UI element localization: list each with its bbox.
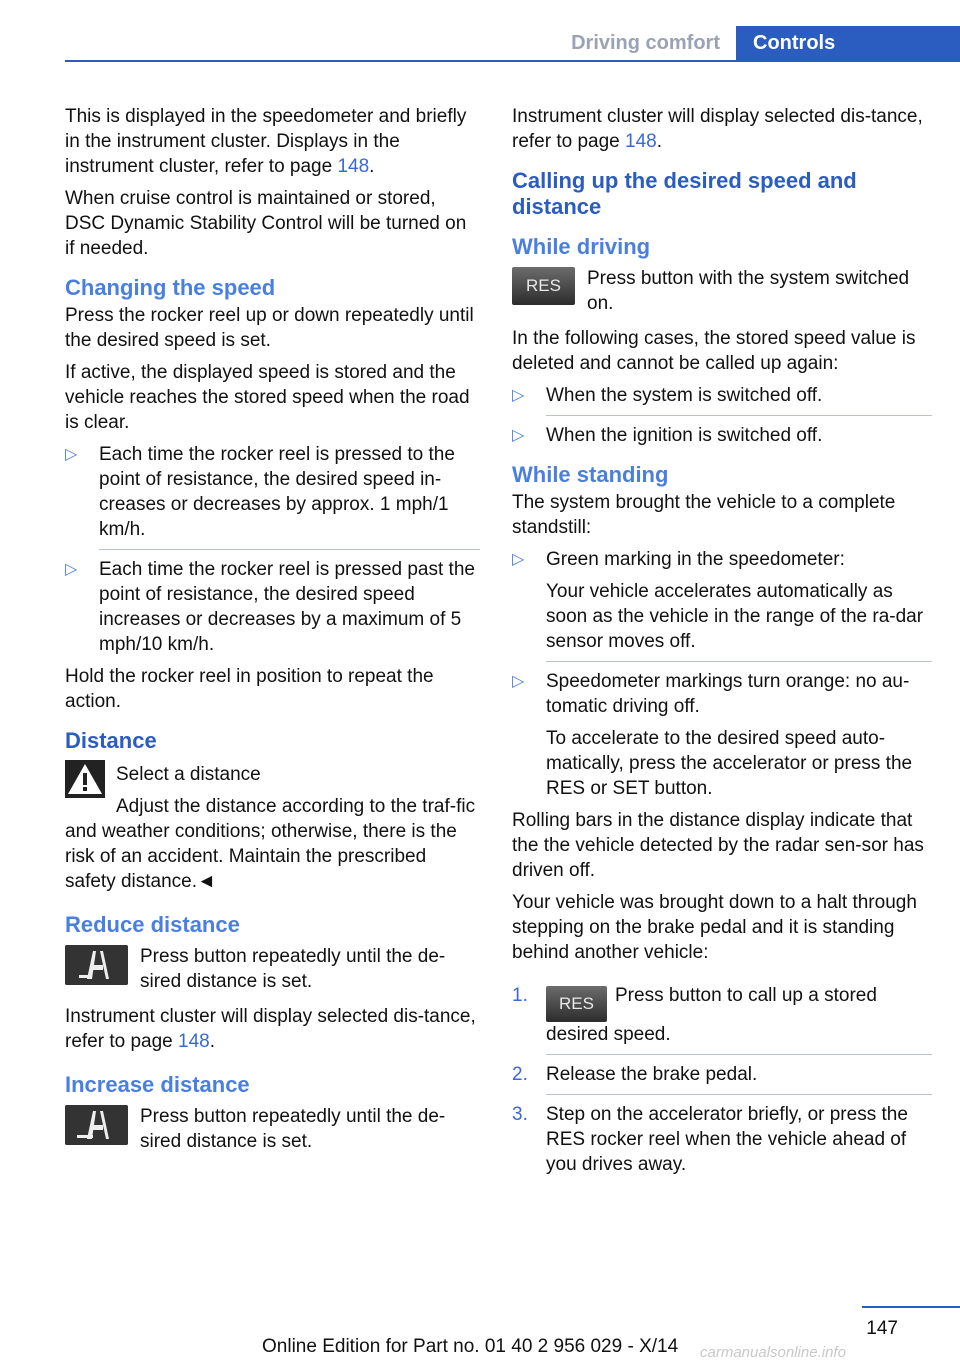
page-link[interactable]: 148 bbox=[625, 131, 657, 152]
header-section-label: Driving comfort bbox=[571, 32, 720, 54]
list-item: ▷ Green marking in the speedometer: Your vehicle accelerates automatically as soon as the vehicle in the range of the ra-dar sensor moves off. bbox=[512, 549, 924, 652]
page-link[interactable]: 148 bbox=[337, 156, 370, 177]
divider bbox=[546, 1094, 932, 1095]
left-column bbox=[65, 104, 480, 1164]
edition-footer: Online Edition for Part no. 01 40 2 956 029 - X/14 bbox=[262, 1336, 679, 1357]
heading-changing-speed: Changing the speed bbox=[65, 275, 276, 300]
distance-reduce-button-icon bbox=[65, 945, 128, 985]
step-item: 3. Step on the accelerator briefly, or press the RES rocker reel when the vehicle ahead of you drives away. bbox=[512, 1104, 908, 1175]
right-column bbox=[512, 104, 932, 1184]
paragraph: Instrument cluster will display selected dis-tance, refer to page 148. bbox=[65, 1006, 476, 1052]
paragraph: Your vehicle was brought down to a halt through stepping on the brake pedal and it is standing behind another vehicle: bbox=[512, 892, 917, 963]
paragraph: Rolling bars in the distance display indicate that the the vehicle detected by the radar sen-sor has driven off. bbox=[512, 810, 924, 881]
heading-while-standing: While standing bbox=[512, 462, 669, 487]
warning-triangle-icon bbox=[65, 760, 105, 798]
triangle-bullet-icon: ▷ bbox=[512, 427, 525, 444]
page-number: 147 bbox=[866, 1318, 898, 1339]
paragraph: When cruise control is maintained or stored, DSC Dynamic Stability Control will be turned on if needed. bbox=[65, 188, 467, 259]
heading-increase-distance: Increase distance bbox=[65, 1072, 250, 1097]
list-item: ▷ Speedometer markings turn orange: no au-tomatic driving off. To accelerate to the desired speed auto-matically, press the accelerator or press the RES or SET button. bbox=[512, 671, 913, 799]
divider bbox=[99, 549, 480, 550]
triangle-bullet-icon: ▷ bbox=[65, 561, 78, 578]
paragraph: Press button repeatedly until the de-sired distance is set. bbox=[140, 946, 446, 992]
paragraph: Press the rocker reel up or down repeatedly until the desired speed is set. bbox=[65, 305, 474, 351]
distance-increase-button-icon bbox=[65, 1105, 128, 1145]
paragraph: Hold the rocker reel in position to repeat the action. bbox=[65, 666, 434, 712]
step-number: 1. bbox=[512, 985, 528, 1006]
footer-rule bbox=[862, 1306, 960, 1308]
res-button-icon: RES bbox=[512, 267, 575, 305]
step-number: 3. bbox=[512, 1104, 528, 1125]
res-button-row bbox=[512, 266, 932, 318]
watermark: carmanualsonline.info bbox=[700, 1344, 846, 1361]
step-item: 2. Release the brake pedal. bbox=[512, 1064, 758, 1085]
paragraph: This is displayed in the speedometer and briefly in the instrument cluster. Displays in the instrument cluster, refer to page 148. bbox=[65, 106, 467, 177]
increase-distance-row bbox=[65, 1104, 480, 1156]
triangle-bullet-icon: ▷ bbox=[512, 673, 525, 690]
paragraph: If active, the displayed speed is stored and the vehicle reaches the stored speed when the road is clear. bbox=[65, 362, 470, 433]
heading-calling-up: Calling up the desired speed and distance bbox=[512, 168, 857, 219]
triangle-bullet-icon: ▷ bbox=[65, 446, 78, 463]
page-link[interactable]: 148 bbox=[178, 1031, 210, 1052]
warning-block bbox=[65, 762, 480, 894]
list-item: ▷ When the ignition is switched off. bbox=[512, 425, 823, 446]
divider bbox=[546, 415, 932, 416]
header-rule bbox=[65, 60, 960, 62]
heading-reduce-distance: Reduce distance bbox=[65, 912, 240, 937]
reduce-distance-row bbox=[65, 944, 480, 996]
list-item: ▷ Each time the rocker reel is pressed to the point of resistance, the desired speed in-creases or decreases by approx. 1 mph/1 km/h. bbox=[65, 444, 455, 540]
paragraph: Instrument cluster will display selected dis-tance, refer to page 148. bbox=[512, 106, 923, 152]
step-item: 1. RES Press button to call up a stored desired speed. bbox=[512, 985, 877, 1045]
warning-title: Select a distance bbox=[116, 764, 261, 785]
warning-text: Adjust the distance according to the traf-fic and weather conditions; otherwise, there is the risk of an accident. Maintain the prescribed safety distance.◄ bbox=[65, 796, 476, 892]
res-button-icon: RES bbox=[546, 986, 607, 1022]
paragraph: Press button with the system switched on. bbox=[587, 268, 910, 314]
paragraph: The system brought the vehicle to a complete standstill: bbox=[512, 492, 896, 538]
step-number: 2. bbox=[512, 1064, 528, 1085]
triangle-bullet-icon: ▷ bbox=[512, 551, 525, 568]
heading-distance: Distance bbox=[65, 728, 157, 753]
heading-while-driving: While driving bbox=[512, 234, 651, 259]
list-item: ▷ Each time the rocker reel is pressed past the point of resistance, the desired speed increases or decreases by a maximum of 5 mph/10 km/h. bbox=[65, 559, 475, 655]
list-item: ▷ When the system is switched off. bbox=[512, 385, 823, 406]
paragraph: Press button repeatedly until the de-sired distance is set. bbox=[140, 1106, 446, 1152]
divider bbox=[546, 661, 932, 662]
triangle-bullet-icon: ▷ bbox=[512, 387, 525, 404]
divider bbox=[546, 1054, 932, 1055]
paragraph: In the following cases, the stored speed value is deleted and cannot be called up again: bbox=[512, 328, 916, 374]
header-chapter-tab: Controls bbox=[736, 26, 960, 62]
